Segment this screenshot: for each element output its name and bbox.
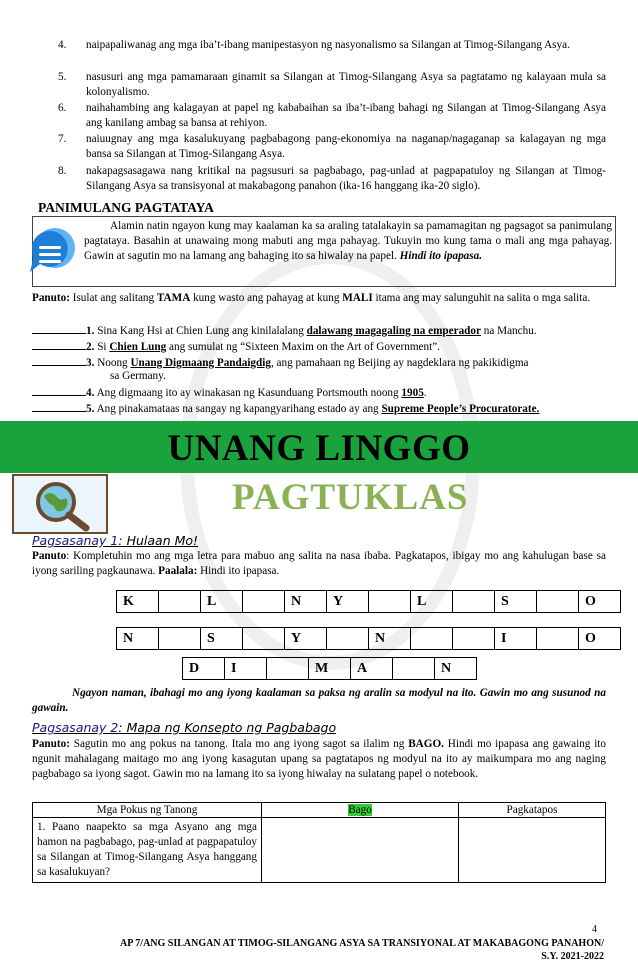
letter-cell[interactable] (267, 658, 309, 680)
footer-line-1: AP 7/ANG SILANGAN AT TIMOG-SILANGANG ASYA SA TRANSIYONAL AT MAKABAGONG PANAHON/ (120, 938, 604, 949)
underlined-term: Unang Digmaang Pandaigdig (130, 357, 271, 369)
gawain2-instructions (32, 737, 606, 782)
gawain2-title (32, 720, 336, 735)
question-text: Sina Kang Hsi at Chien Lung ang kinilalalang (97, 325, 304, 337)
objective-text: nakapagsasagawa nang kritikal na pagsusuri sa pagbabago, pag-unlad at pagpapatuloy ng Silangan at Timog-Silangang Asya sa transisyonal at makabagong panahon (ika-16 hanggang ika-20 siglo). (86, 165, 606, 192)
question-number: 5. (86, 403, 95, 415)
objective-text: nasusuri ang mga pamamaraan ginamit sa Silangan at Timog-Silangang Asya sa pagtatamo ng kalayaan mula sa kolonyalismo. (86, 71, 606, 98)
objective-number: 8. (58, 165, 67, 177)
letter-cell[interactable] (537, 591, 579, 613)
question-number: 3. (86, 357, 95, 369)
letter-cell: S (201, 628, 243, 650)
letter-cell: D (183, 658, 225, 680)
letter-cell[interactable] (159, 628, 201, 650)
bago-highlight: Bago (348, 804, 372, 816)
gawain1-instructions (32, 549, 606, 579)
gawain2-title-text: : Mapa ng Konsepto ng Pagbabago (118, 720, 337, 735)
objective-item (58, 132, 606, 162)
letter-cell: M (309, 658, 351, 680)
chat-bubble-icon (22, 224, 80, 282)
objective-item (58, 38, 606, 53)
question-number: 1. (86, 325, 95, 337)
letter-grid-row-1 (116, 590, 621, 613)
letter-cell[interactable] (369, 591, 411, 613)
question-text: Noong (97, 357, 128, 369)
pretest-intro (84, 219, 612, 265)
pretest-intro-text: Alamin natin ngayon kung may kaalaman ka sa araling tatalakayin sa pamamagitan ng pagsagot sa panimulang pagtataya. Basahin at unawaing mong mabuti ang mga pahayag. Tukuyin mo kung tama o mali ang mga pahayag. Gawin at sagutin mo na lamang ang bahaging ito sa hiwalay na papel. (84, 220, 612, 263)
question-number: 2. (86, 341, 95, 353)
panuto-label: Panuto: (32, 292, 70, 304)
pretest-question (32, 355, 529, 371)
answer-blank[interactable] (32, 385, 86, 396)
letter-cell[interactable] (243, 591, 285, 613)
answer-blank[interactable] (32, 323, 86, 334)
letter-cell: I (225, 658, 267, 680)
objective-item (58, 70, 606, 100)
gawain1-title-number: Pagsasanay 1 (32, 533, 119, 548)
question-number: 4. (86, 387, 95, 399)
letter-cell: S (495, 591, 537, 613)
pretest-question (32, 401, 539, 417)
panuto-text: kung wasto ang pahayag at kung (193, 292, 340, 304)
question-text: , ang pamahaan ng Beijing ay nagdeklara ng pakikidigma (270, 357, 529, 369)
letter-cell[interactable] (453, 628, 495, 650)
objective-item (58, 164, 606, 194)
question-text: na Manchu. (483, 325, 537, 337)
gawain1-title-text: : Hulaan Mo! (118, 533, 199, 548)
objective-text: naiuugnay ang mga kasalukuyang pagbabagong pang-ekonomiya na naganap/nagaganap sa kalagayan ng mga bansa sa Silangan at Timog-Silangang Asya. (86, 133, 606, 160)
pretest-question (32, 385, 427, 401)
panuto-text: Isulat ang salitang (72, 292, 155, 304)
pagtuklas-title: PAGTUKLAS (232, 477, 469, 518)
letter-cell: N (117, 628, 159, 650)
magnifier-globe-icon (12, 474, 108, 534)
underlined-term: Chien Lung (109, 341, 167, 353)
pretest-question (32, 339, 440, 355)
question-text: . (423, 387, 427, 399)
objective-text: naihahambing ang kalagayan at papel ng kababaihan sa iba’t-ibang bahagi ng Silangan at Timog-Silangang Asya ang kanilang ambag sa bansa at rehiyon. (86, 102, 606, 129)
letter-cell: O (579, 628, 621, 650)
panuto-label: Panuto: (32, 738, 70, 750)
letter-cell[interactable] (453, 591, 495, 613)
paalala-text: Hindi ito ipapasa. (200, 565, 280, 577)
week-banner-title: UNANG LINGGO (167, 428, 471, 469)
letter-cell: Y (327, 591, 369, 613)
underlined-term: dalawang magagaling na emperador (306, 325, 481, 337)
letter-cell[interactable] (393, 658, 435, 680)
bago-answer-cell[interactable] (262, 818, 459, 883)
gawain1-title (32, 533, 198, 548)
underlined-term: 1905 (401, 387, 424, 399)
gawain2-title-number: Pagsasanay 2 (32, 720, 119, 735)
underlined-term: Supreme People’s Procuratorate. (381, 403, 540, 415)
letter-cell: O (579, 591, 621, 613)
pretest-question-continued: sa Germany. (110, 370, 166, 382)
objective-number: 4. (58, 39, 67, 51)
column-header-bago (262, 803, 459, 818)
focus-question-cell: 1. Paano naapekto sa mga Asyano ang mga hamon na pagbabago, pag-unlad at pagpapatuloy sa Silangan at Timog-Silangang Asya hanggang sa kasalukuyan? (33, 818, 262, 883)
answer-blank[interactable] (32, 401, 86, 412)
panuto-text: itama ang may salunguhit na salita o mga salita. (375, 292, 591, 304)
letter-cell: N (435, 658, 477, 680)
paalala-label: Paalala: (158, 565, 198, 577)
mali-keyword: MALI (342, 292, 373, 304)
question-text: Ang pinakamataas na sangay ng kapangyarihang estado ay ang (96, 403, 379, 415)
letter-cell: Y (285, 628, 327, 650)
tama-keyword: TAMA (156, 292, 191, 304)
letter-cell[interactable] (537, 628, 579, 650)
answer-blank[interactable] (32, 339, 86, 350)
pretest-question (32, 323, 537, 339)
answer-blank[interactable] (32, 355, 86, 366)
objective-number: 7. (58, 133, 67, 145)
pretest-heading: PANIMULANG PAGTATAYA (38, 200, 214, 215)
letter-cell: L (411, 591, 453, 613)
question-text: ang sumulat ng “Sixteen Maxim on the Art of Government”. (169, 341, 440, 353)
objective-item (58, 101, 606, 131)
column-header-pagkatapos: Pagkatapos (459, 803, 606, 818)
letter-cell: I (495, 628, 537, 650)
letter-cell[interactable] (411, 628, 453, 650)
page-number: 4 (592, 924, 597, 935)
objective-number: 6. (58, 102, 67, 114)
pretest-instructions (32, 291, 606, 306)
pretest-intro-emphasis: Hindi ito ipapasa. (399, 250, 483, 263)
letter-cell: L (201, 591, 243, 613)
letter-cell: N (369, 628, 411, 650)
objective-text: naipapaliwanag ang mga iba’t-ibang manipestasyon ng nasyonalismo sa Silangan at Timog-Silangang Asya. (86, 39, 570, 51)
panuto-label: Panuto (32, 550, 67, 562)
objective-number: 5. (58, 71, 67, 83)
concept-map-table (32, 802, 606, 883)
pagkatapos-answer-cell[interactable] (459, 818, 606, 883)
letter-grid-row-2 (116, 627, 621, 650)
letter-cell: A (351, 658, 393, 680)
question-text: Ang digmaang ito ay winakasan ng Kasunduang Portsmouth noong (96, 387, 399, 399)
letter-cell[interactable] (243, 628, 285, 650)
gawain1-closing: Ngayon naman, ibahagi mo ang iyong kaalaman sa paksa ng aralin sa modyul na ito. Gawin mo ang susunod na gawain. (32, 687, 606, 714)
bago-keyword: BAGO. (408, 738, 444, 750)
letter-grid-row-3 (182, 657, 477, 680)
letter-cell[interactable] (159, 591, 201, 613)
question-text: Si (97, 341, 107, 353)
column-header-questions: Mga Pokus ng Tanong (33, 803, 262, 818)
letter-cell: N (285, 591, 327, 613)
panuto-text: : Kompletuhin mo ang mga letra para mabuo ang salita na nasa ibaba. Pagkatapos, ibigay mo ang kahulugan base sa iyong sariling pagkaunawa. (32, 550, 606, 577)
letter-cell[interactable] (327, 628, 369, 650)
letter-cell: K (117, 591, 159, 613)
footer-line-2: S.Y. 2021-2022 (541, 951, 604, 962)
panuto-text: Sagutin mo ang pokus na tanong. Itala mo ang iyong sagot sa ilalim ng (73, 738, 405, 750)
panuto-text: Hindi mo ipapasa ang gawaing ito ngunit mahalagang maitago mo ang iyong kasagutan upang sa pagtatapos ng modyul na ito ay maikumpara mo ang naging pagbabago sa iyong sagot. Gawin mo na lamang ito sa iyong hiwalay na sulatang papel o notebook. (32, 738, 606, 780)
